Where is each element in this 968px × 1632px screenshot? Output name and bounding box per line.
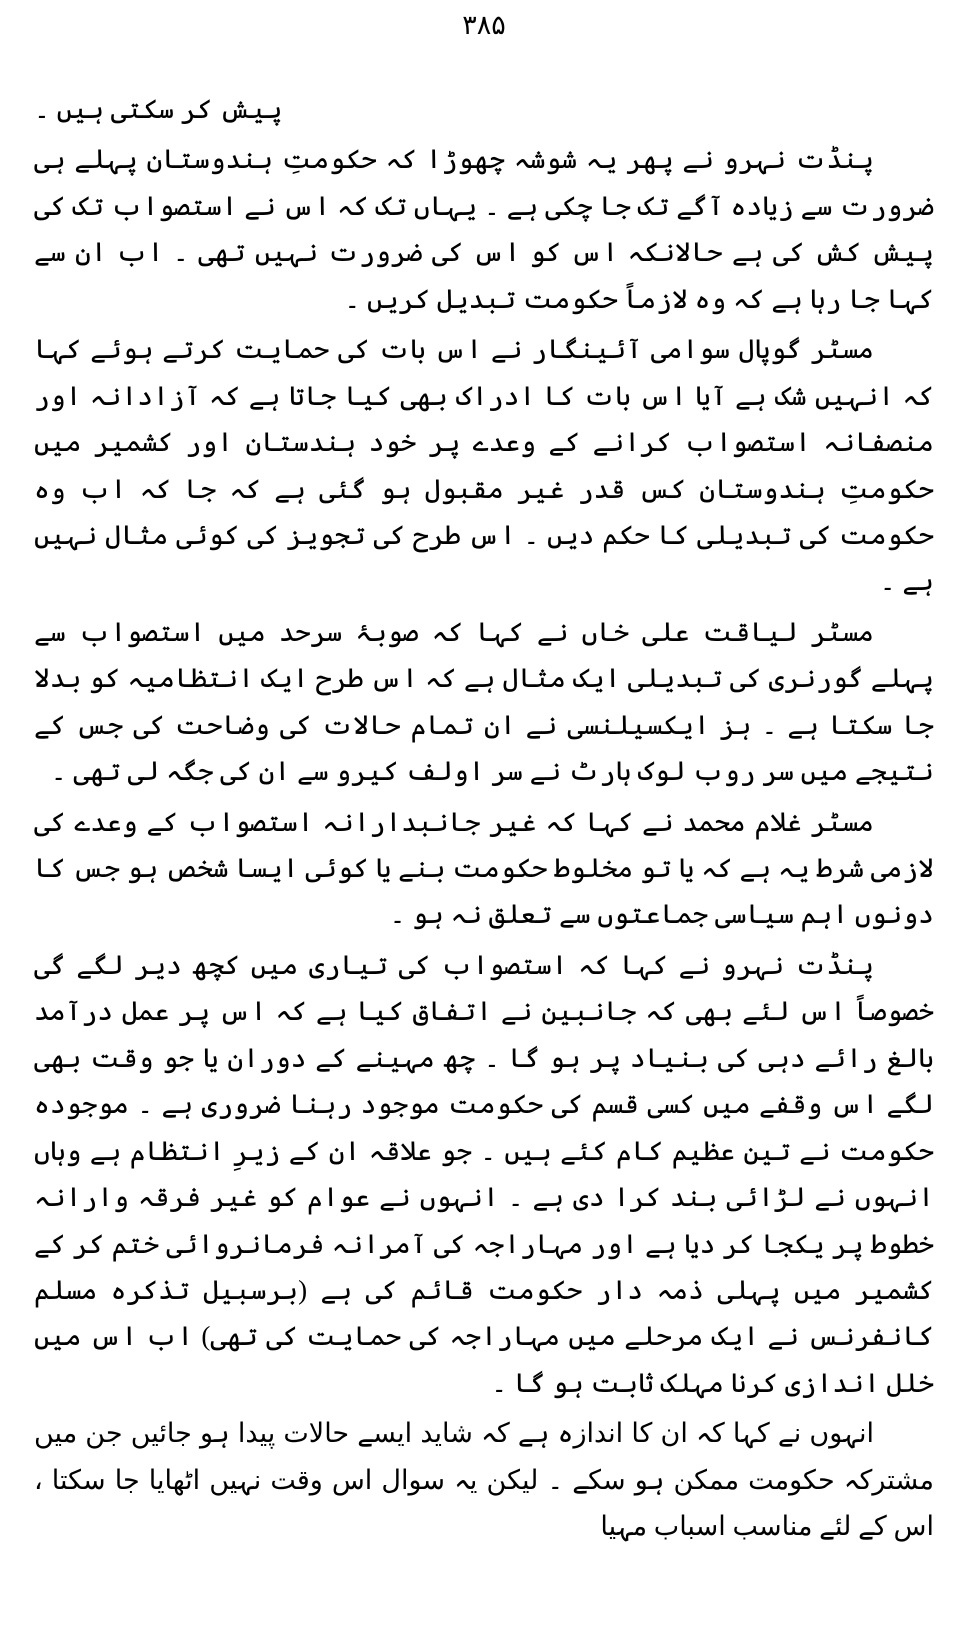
paragraph-carryover-line: پیش کر سکتی ہیں ۔: [34, 94, 283, 124]
paragraph-3: مسٹر لیاقت علی خاں نے کہا کہ صوبۂ سرحد میں استصواب سے پہلے گورنری کی تبدیلی ایک مثال ہے کہ اس طرح ایک انتظامیہ کو بدلا جا سکتا ہے ۔ ہز ایکسیلنسی نے ان تمام حالات کی وضاحت کی جس کے نتیجے میں سر روب لوک ہارٹ نے سر اولف کیرو سے ان کی جگہ لی تھی ۔: [34, 616, 934, 787]
paragraph-4: مسٹر غلام محمد نے کہا کہ غیر جانبدارانہ استصواب کے وعدے کی لازمی شرط یہ ہے کہ یا تو مخلوط حکومت بنے یا کوئی ایسا شخص ہو جس کا دونوں اہم سیاسی جماعتوں سے تعلق نہ ہو ۔: [34, 806, 934, 930]
paragraph-6: انہوں نے کہا کہ ان کا اندازہ ہے کہ شاید ایسے حالات پیدا ہو جائیں جن میں مشترکہ حکومت ممکن ہو سکے ۔ لیکن یہ سوال اس وقت نہیں اٹھایا جا سکتا ، اس کے لئے مناسب اسباب مہیا: [34, 1418, 934, 1542]
paragraph-5: پنڈت نہرو نے کہا کہ استصواب کی تیاری میں کچھ دیر لگے گی خصوصاً اس لئے بھی کہ جانبین نے اتفاق کیا ہے کہ اس پر عمل درآمد بالغ رائے دہی کی بنیاد پر ہو گا ۔ چھ مہینے کے دوران یا جو وقت بھی لگے اس وقفے میں کسی قسم کی حکومت موجود رہنا ضروری ہے ۔ موجودہ حکومت نے تین عظیم کام کئے ہیں ۔ جو علاقہ ان کے زیرِ انتظام ہے وہاں انہوں نے لڑائی بند کرا دی ہے ۔ انہوں نے عوام کو غیر فرقہ وارانہ خطوط پر یکجا کر دیا ہے اور مہاراجہ کی آمرانہ فرمانروائی ختم کر کے کشمیر میں پہلی ذمہ دار حکومت قائم کی ہے (برسبیل تذکرہ مسلم کانفرنس نے ایک مرحلے میں مہاراجہ کی حمایت کی تھی) اب اس میں خلل اندازی کرنا مہلک ثابت ہو گا ۔: [34, 949, 935, 1398]
paragraph-1: پنڈت نہرو نے پھر یہ شوشہ چھوڑا کہ حکومتِ ہندوستان پہلے ہی ضرورت سے زیادہ آگے تک جا چکی ہے ۔ یہاں تک کہ اس نے استصواب تک کی پیش کش کی ہے حالانکہ اس کو اس کی ضرورت نہیں تھی ۔ اب ان سے کہا جا رہا ہے کہ وہ لازماً حکومت تبدیل کریں ۔: [34, 144, 934, 314]
page-body-text: [34, 86, 934, 1550]
page-number: ۳۸۵: [462, 10, 506, 40]
paragraph-2: مسٹر گوپال سوامی آئینگار نے اس بات کی حمایت کرتے ہوئے کہا کہ انہیں شک ہے آیا اس بات کا ادراک بھی کیا جاتا ہے کہ آزادانہ اور منصفانہ استصواب کرانے کے وعدے پر خود ہندستان اور کشمیر میں حکومتِ ہندوستان کس قدر غیر مقبول ہو گئی ہے کہ جا کہ اب وہ حکومت کی تبدیلی کا حکم دیں ۔ اس طرح کی تجویز کی کوئی مثال نہیں ہے ۔: [34, 334, 935, 597]
